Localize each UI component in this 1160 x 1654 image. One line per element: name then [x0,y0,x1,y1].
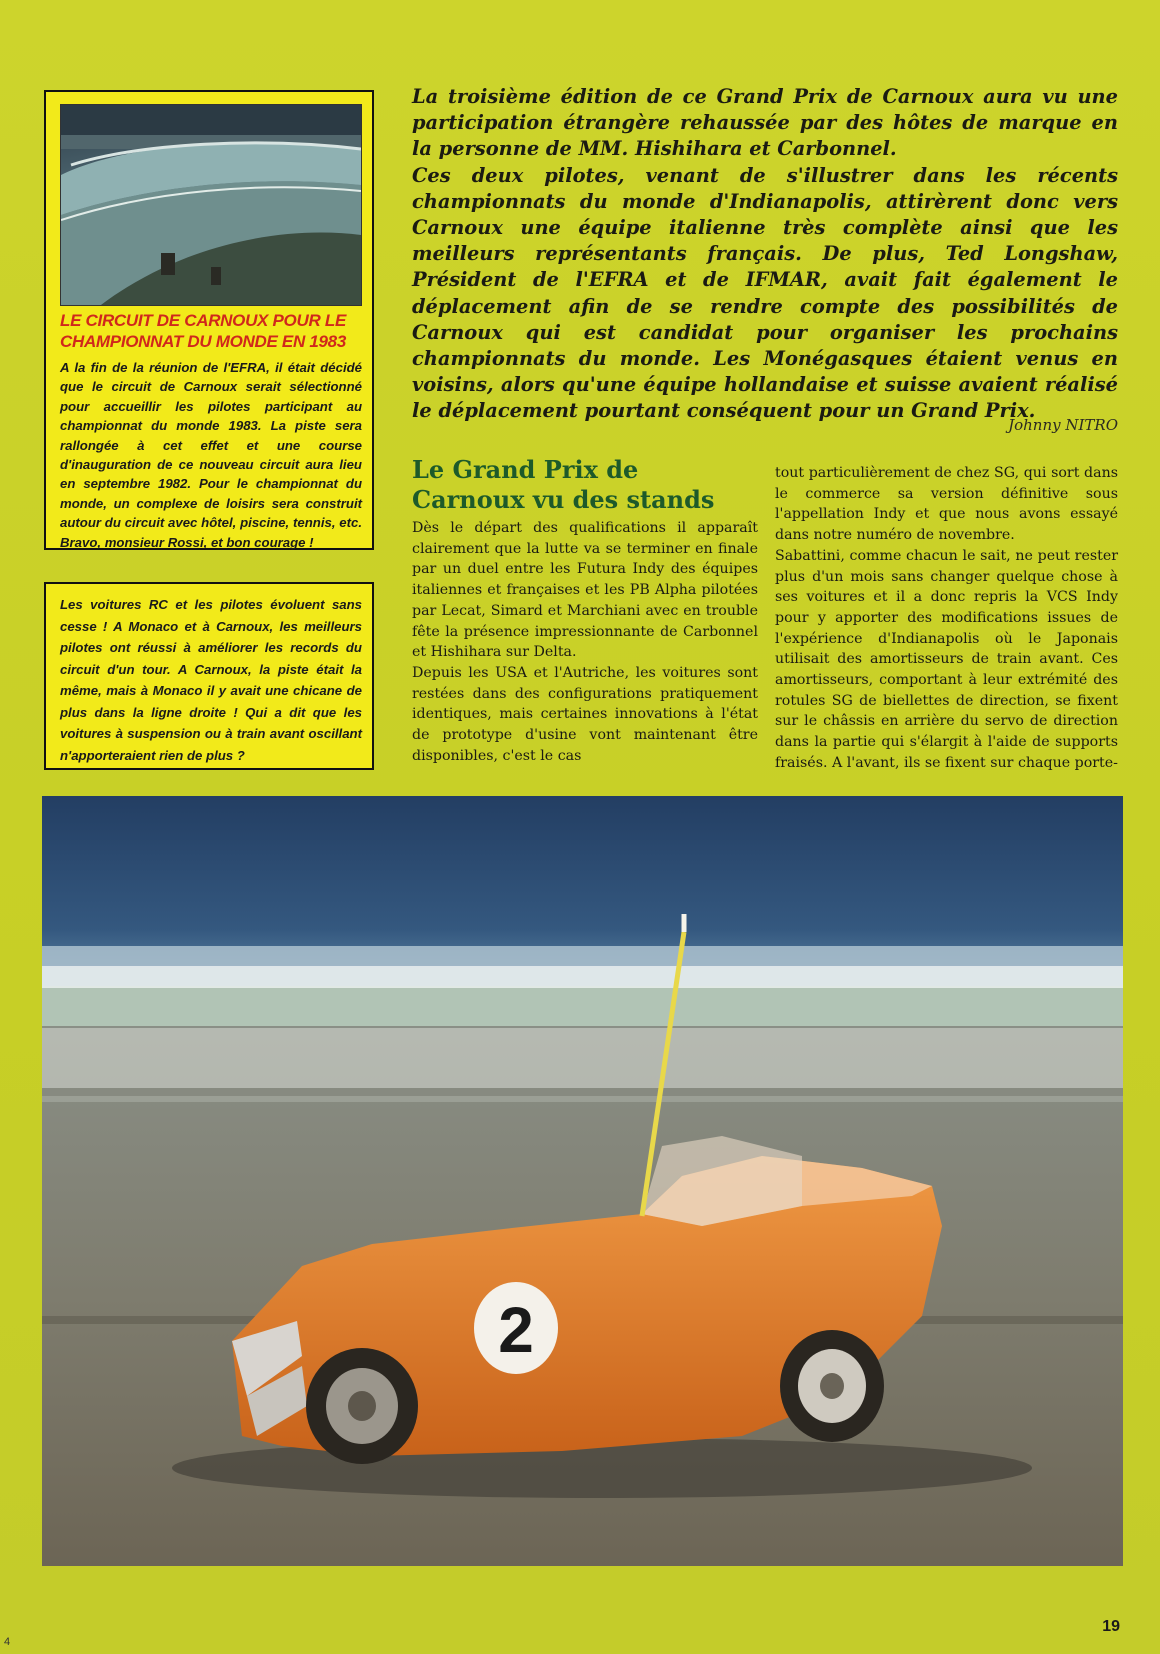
article-paragraph: Dès le départ des qualifications il apparaît clairement que la lutte va se terminer en finale par un duel entre les Futura Indy des équipes italiennes et françaises et les PB Alpha pilotées par Lecat, Simard et Marchiani avec en trouble fête la présence impressionnante de Carbonnel et Hishihara sur Delta. [412,520,758,661]
sidebar-text: Les voitures RC et les pilotes évoluent sans cesse ! A Monaco et à Carnoux, les meilleurs pilotes ont réussi à améliorer les records du circuit d'un tour. A Carnoux, la piste était la même, mais à Monaco il y avait une chicane de plus dans la ligne droite ! Qui a dit que les voitures à suspension ou à train avant oscillant n'apporteraient rien de plus ? [60,597,362,763]
page-number: 19 [1102,1618,1120,1635]
article-heading: Le Grand Prix de Carnoux vu des stands [412,455,715,514]
car-number: 2 [498,1294,534,1366]
circuit-photo [60,104,362,306]
corner-number: 4 [4,1636,11,1648]
sidebar-headline: LE CIRCUIT DE CARNOUX POUR LE CHAMPIONNAT DU MONDE EN 1983 [60,311,346,351]
article-paragraph: Sabattini, comme chacun le sait, ne peut rester plus d'un mois sans changer quelque chose à ses voitures et il a donc repris la VCS Indy pour y apporter des modifications issues de l'expérience d'Indianapolis où le Japonais utilisait des amortisseurs de train avant. Ces amortisseurs, comportant à leur extrémité des rotules SG de biellettes de direction, se fixent sur le châssis en arrière du servo de direction dans la partie qui s'élargit à l'aide de supports fraisés. A l'avant, ils se fixent sur chaque porte- [775,547,1118,771]
intro-text: La troisième édition de ce Grand Prix de Carnoux aura vu une participation étrangère rehaussée par des hôtes de marque en la personne de MM. Hishihara et Carbonnel. [412,85,1118,161]
intro-text: Ces deux pilotes, venant de s'illustrer dans les récents championnats du monde d'Indianapolis, attirèrent donc vers Carnoux une équipe italienne très complète ainsi que les meilleurs représentants français. De plus, Ted Longshaw, Président de l'EFRA et de IFMAR, avait fait également le déplacement afin de se rendre compte des possibilités de Carnoux qui est candidat pour organiser les prochains championnats du monde. Les Monégasques étaient venus en voisins, alors qu'une équipe hollandaise et suisse avaient réalisé le déplacement pourtant conséquent pour un Grand Prix. [412,163,1118,423]
sidebar-box-records [44,582,374,770]
circuit-photo-image [61,105,361,305]
author-signature: Johnny NITRO [1008,416,1118,434]
sidebar-text: A la fin de la réunion de l'EFRA, il était décidé que le circuit de Carnoux serait sélectionné pour accueillir les pilotes participant au championnat du monde 1983. La piste sera rallongée à cet effet et une course d'inauguration de ce nouveau circuit aura lieu en septembre 1982. Pour le championnat du monde, un complexe de loisirs sera construit autour du circuit avec hôtel, piscine, tennis, etc. Bravo, monsieur Rossi, et bon courage ! [60,360,362,550]
rc-car-image [42,796,1123,1566]
rc-car-photo [42,796,1123,1566]
intro-paragraph [412,84,1118,425]
article-column-2 [775,463,1118,774]
sidebar-box-circuit [44,90,374,550]
article-column-1 [412,518,758,766]
article-paragraph: Depuis les USA et l'Autriche, les voitures sont restées dans des configurations pratiquement identiques, mais certaines innovations à l'état de prototype d'usine vont maintenant être disponibles, c'est le cas [412,664,758,764]
article-paragraph: tout particulièrement de chez SG, qui sort dans le commerce sa version définitive sous l'appellation Indy et que nous avons essayé dans notre numéro de novembre. [775,465,1118,544]
